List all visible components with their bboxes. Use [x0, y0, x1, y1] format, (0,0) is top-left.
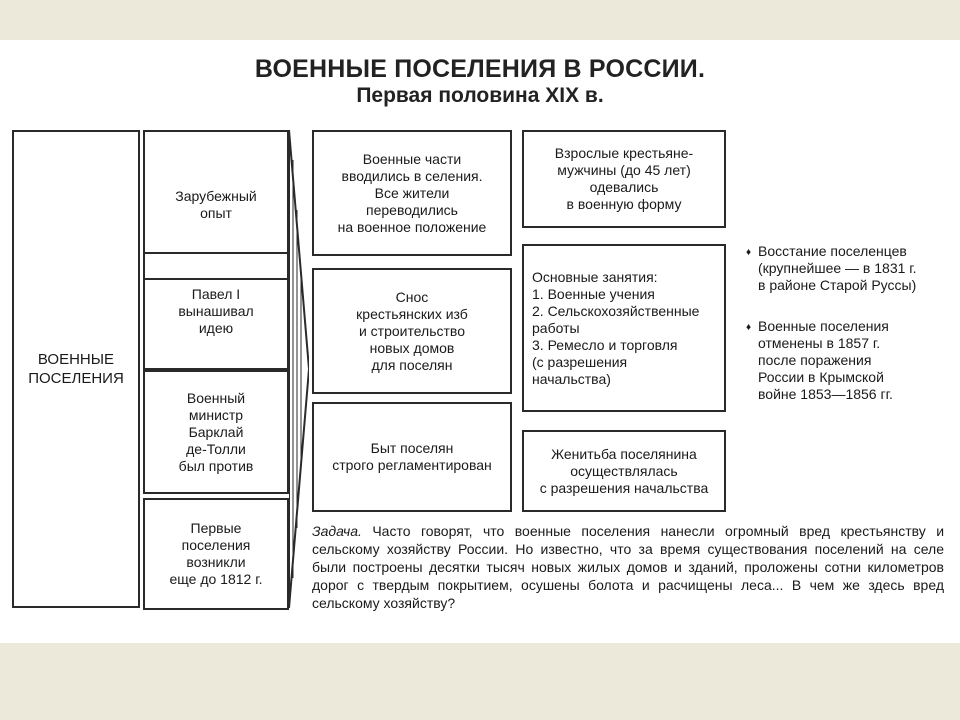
arrow-icon	[289, 130, 309, 608]
diamond-bullet-icon: ♦	[746, 247, 752, 258]
cause-box-foreign-experience: Зарубежный опыт	[143, 130, 289, 280]
feature-box-military-units: Военные части вводились в селения. Все жители переводились на военное положение	[312, 130, 512, 256]
task-question: Часто говорят, что военные поселения нанесли огромный вред крестьянству и сельскому хозяйству России. Но известно, что за время существования поселений на селе были построены десятки тысяч новых жилых домов и зданий, проложены сотни километров дорог с твердым покрытием, осушены болота и расчищены леса... В чем же здесь вред сельскому хозяйству?	[312, 523, 945, 611]
feature-box-houses: Снос крестьянских изб и строительство новых домов для поселян	[312, 268, 512, 394]
page-subtitle: Первая половина XIX в.	[356, 84, 604, 107]
slide	[0, 40, 960, 643]
cause-box-barclay: Военный министр Барклай де-Толли был против	[143, 370, 289, 494]
task-text-block	[312, 522, 944, 612]
page-title: ВОЕННЫЕ ПОСЕЛЕНИЯ В РОССИИ.	[254, 55, 706, 83]
task-label: Задача.	[312, 523, 362, 539]
diamond-bullet-icon: ♦	[746, 322, 752, 333]
cause-box-first-settlements: Первые поселения возникли еще до 1812 г.	[143, 498, 289, 610]
side-note-abolition: Военные поселения отменены в 1857 г. после поражения России в Крымской войне 1853—1856 гг.	[758, 318, 893, 402]
feature-box-occupations: Основные занятия: 1. Военные учения 2. Сельскохозяйственные работы 3. Ремесло и торговля (с разрешения начальства)	[522, 244, 726, 412]
feature-box-uniform: Взрослые крестьяне- мужчины (до 45 лет) одевались в военную форму	[522, 130, 726, 228]
cause-box-paul-i: Павел I вынашивал идею	[143, 252, 289, 370]
feature-box-marriage: Женитьба поселянина осуществлялась с разрешения начальства	[522, 430, 726, 512]
root-box: ВОЕННЫЕ ПОСЕЛЕНИЯ	[12, 130, 140, 608]
feature-box-daily-life: Быт поселян строго регламентирован	[312, 402, 512, 512]
side-note-uprising: Восстание поселенцев (крупнейшее — в 1831 г. в районе Старой Руссы)	[758, 243, 917, 293]
